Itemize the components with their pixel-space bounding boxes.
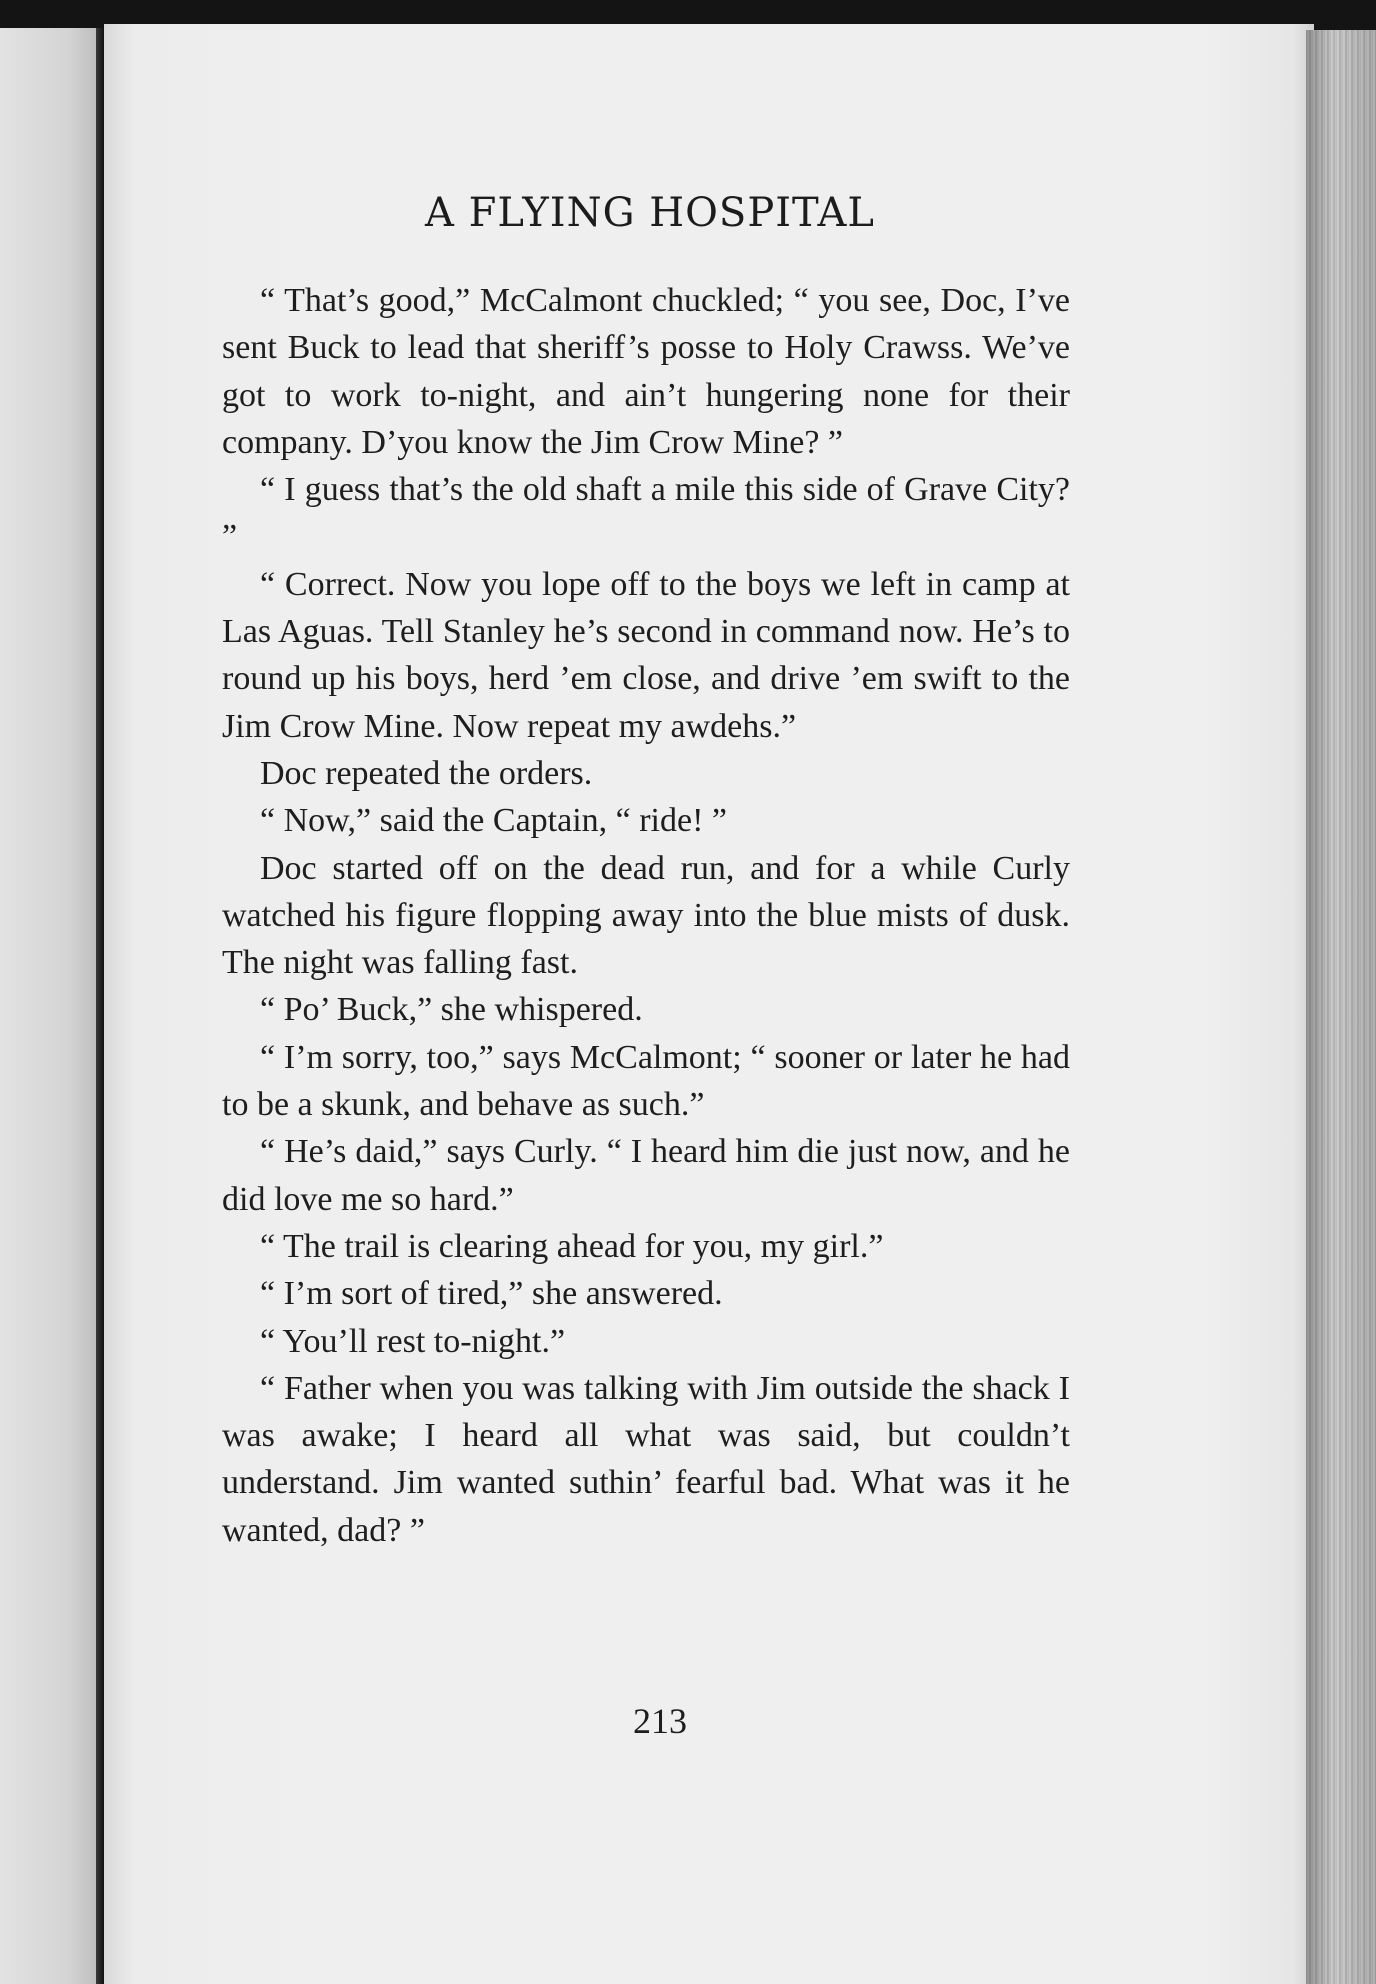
paragraph: “ Now,” said the Captain, “ ride! ” (260, 802, 728, 840)
paragraph: “ He’s daid,” says Curly. “ I heard him die just now, and he did love me so hard.” (222, 1133, 1070, 1218)
body-text (222, 277, 1070, 1554)
paragraph: “ The trail is clearing ahead for you, my girl.” (260, 1227, 884, 1265)
book-gutter (96, 28, 104, 1984)
page-stack-shadow (1306, 30, 1376, 1984)
facing-page-edge (0, 28, 98, 1984)
paragraph: “ I’m sort of tired,” she answered. (260, 1275, 723, 1313)
paragraph: “ Po’ Buck,” she whispered. (260, 991, 643, 1029)
paragraph: “ Father when you was talking with Jim outside the shack I was awake; I heard all what was said, but couldn’t understand. Jim wanted suthin’ fearful bad. What was it he wanted, dad? ” (222, 1369, 1070, 1549)
paragraph: “ You’ll rest to-night.” (260, 1322, 566, 1360)
paragraph: Doc started off on the dead run, and for a while Curly watched his figure flopping away into the blue mists of dusk. The night was falling fast. (222, 849, 1070, 982)
paragraph: “ That’s good,” McCalmont chuckled; “ you see, Doc, I’ve sent Buck to lead that sheriff’s posse to Holy Crawss. We’ve got to work to-night, and ain’t hungering none for their company. D’you know the Jim Crow Mine? ” (222, 282, 1070, 461)
page-number: 213 (633, 1701, 687, 1741)
running-head: A FLYING HOSPITAL (425, 190, 875, 236)
paragraph: “ I guess that’s the old shaft a mile this side of Grave City? ” (222, 471, 1070, 556)
paragraph: “ Correct. Now you lope off to the boys we left in camp at Las Aguas. Tell Stanley he’s second in command now. He’s to round up his boys, herd ’em close, and drive ’em swift to the Jim Crow Mine. Now repeat my awdehs.” (222, 565, 1070, 745)
paragraph: “ I’m sorry, too,” says McCalmont; “ sooner or later he had to be a skunk, and behave as such.” (222, 1038, 1070, 1124)
paragraph: Doc repeated the orders. (260, 754, 593, 792)
